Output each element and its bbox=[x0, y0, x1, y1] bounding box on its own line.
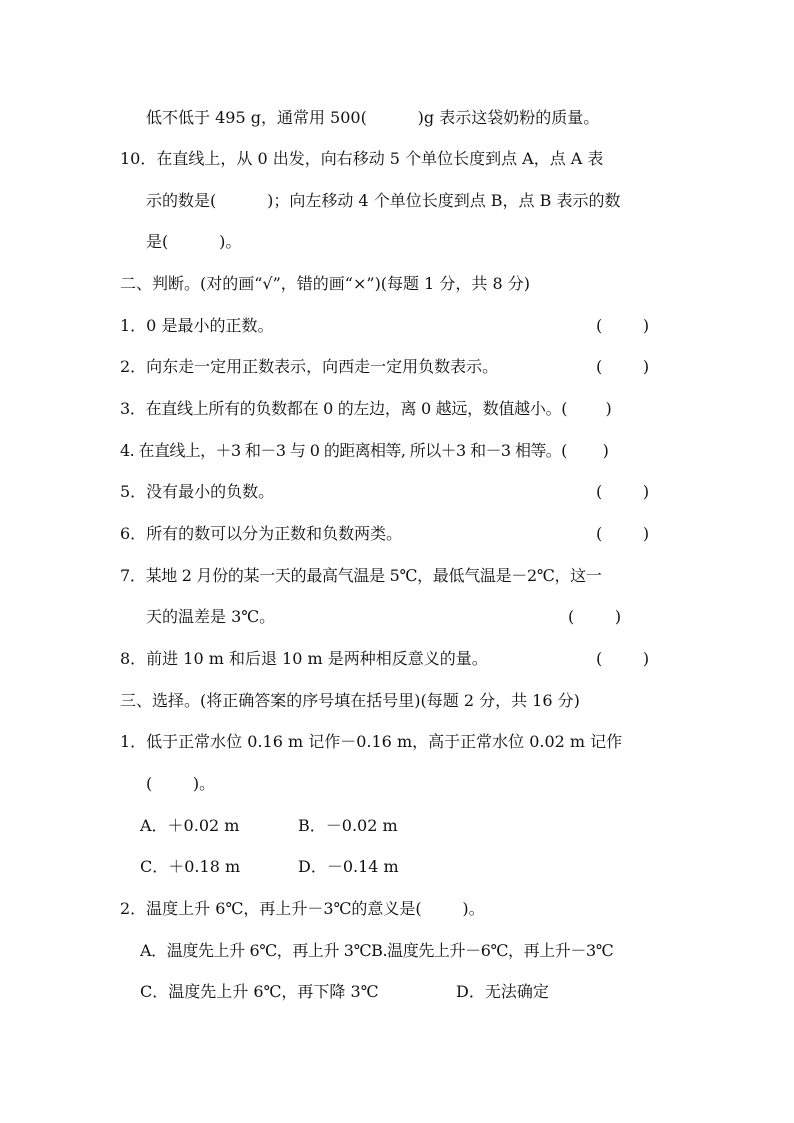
choice-1-option-d: D．－0.14 m bbox=[298, 857, 399, 876]
choice-1-line-1: 1．低于正常水位 0.16 m 记作－0.16 m，高于正常水位 0.02 m 记作 bbox=[120, 732, 623, 751]
judge-item-2: 2．向东走一定用正数表示，向西走一定用负数表示。 bbox=[120, 357, 499, 376]
judge-answer-1[interactable]: ( ) bbox=[596, 316, 650, 335]
choice-1-option-a: A．＋0.02 m bbox=[140, 816, 240, 835]
choice-2-options-ab: A．温度先上升 6℃，再上升 3℃B.温度先上升－6℃，再上升－3℃ bbox=[140, 941, 614, 960]
section-2-heading: 二、判断。(对的画“√”，错的画“×”)(每题 1 分，共 8 分) bbox=[120, 274, 530, 293]
judge-answer-5[interactable]: ( ) bbox=[596, 482, 650, 501]
judge-item-5: 5．没有最小的负数。 bbox=[120, 482, 275, 501]
q9-continuation: 低不低于 495 g，通常用 500( )g 表示这袋奶粉的质量。 bbox=[146, 108, 600, 127]
q10-line-1: 10．在直线上，从 0 出发，向右移动 5 个单位长度到点 A，点 A 表 bbox=[120, 149, 604, 168]
judge-item-7-line-2: 天的温差是 3℃。 bbox=[146, 607, 276, 626]
choice-1-option-c: C．＋0.18 m bbox=[140, 857, 241, 876]
judge-answer-2[interactable]: ( ) bbox=[596, 357, 650, 376]
judge-item-4: 4. 在直线上，＋3 和－3 与 0 的距离相等, 所以＋3 和－3 相等。( ) bbox=[120, 441, 609, 460]
choice-1-option-b: B．－0.02 m bbox=[298, 816, 398, 835]
choice-2-option-c: C．温度先上升 6℃，再下降 3℃ bbox=[140, 982, 379, 1001]
q10-line-2: 示的数是( )；向左移动 4 个单位长度到点 B，点 B 表示的数 bbox=[146, 191, 621, 210]
judge-item-1: 1．0 是最小的正数。 bbox=[120, 316, 274, 335]
choice-2-option-d: D．无法确定 bbox=[456, 982, 549, 1001]
q10-line-3: 是( )。 bbox=[146, 232, 242, 251]
judge-item-3: 3．在直线上所有的负数都在 0 的左边，离 0 越远，数值越小。( ) bbox=[120, 399, 612, 418]
choice-2-line-1: 2．温度上升 6℃，再上升－3℃的意义是( )。 bbox=[120, 899, 485, 918]
judge-answer-6[interactable]: ( ) bbox=[596, 524, 650, 543]
judge-answer-7[interactable]: ( ) bbox=[568, 607, 622, 626]
choice-1-line-2: ( )。 bbox=[146, 774, 216, 793]
judge-item-6: 6．所有的数可以分为正数和负数两类。 bbox=[120, 524, 403, 543]
judge-item-7-line-1: 7．某地 2 月份的某一天的最高气温是 5℃，最低气温是－2℃，这一 bbox=[120, 566, 602, 585]
judge-item-8: 8．前进 10 m 和后退 10 m 是两种相反意义的量。 bbox=[120, 649, 488, 668]
judge-answer-8[interactable]: ( ) bbox=[596, 649, 650, 668]
section-3-heading: 三、选择。(将正确答案的序号填在括号里)(每题 2 分，共 16 分) bbox=[120, 691, 580, 710]
